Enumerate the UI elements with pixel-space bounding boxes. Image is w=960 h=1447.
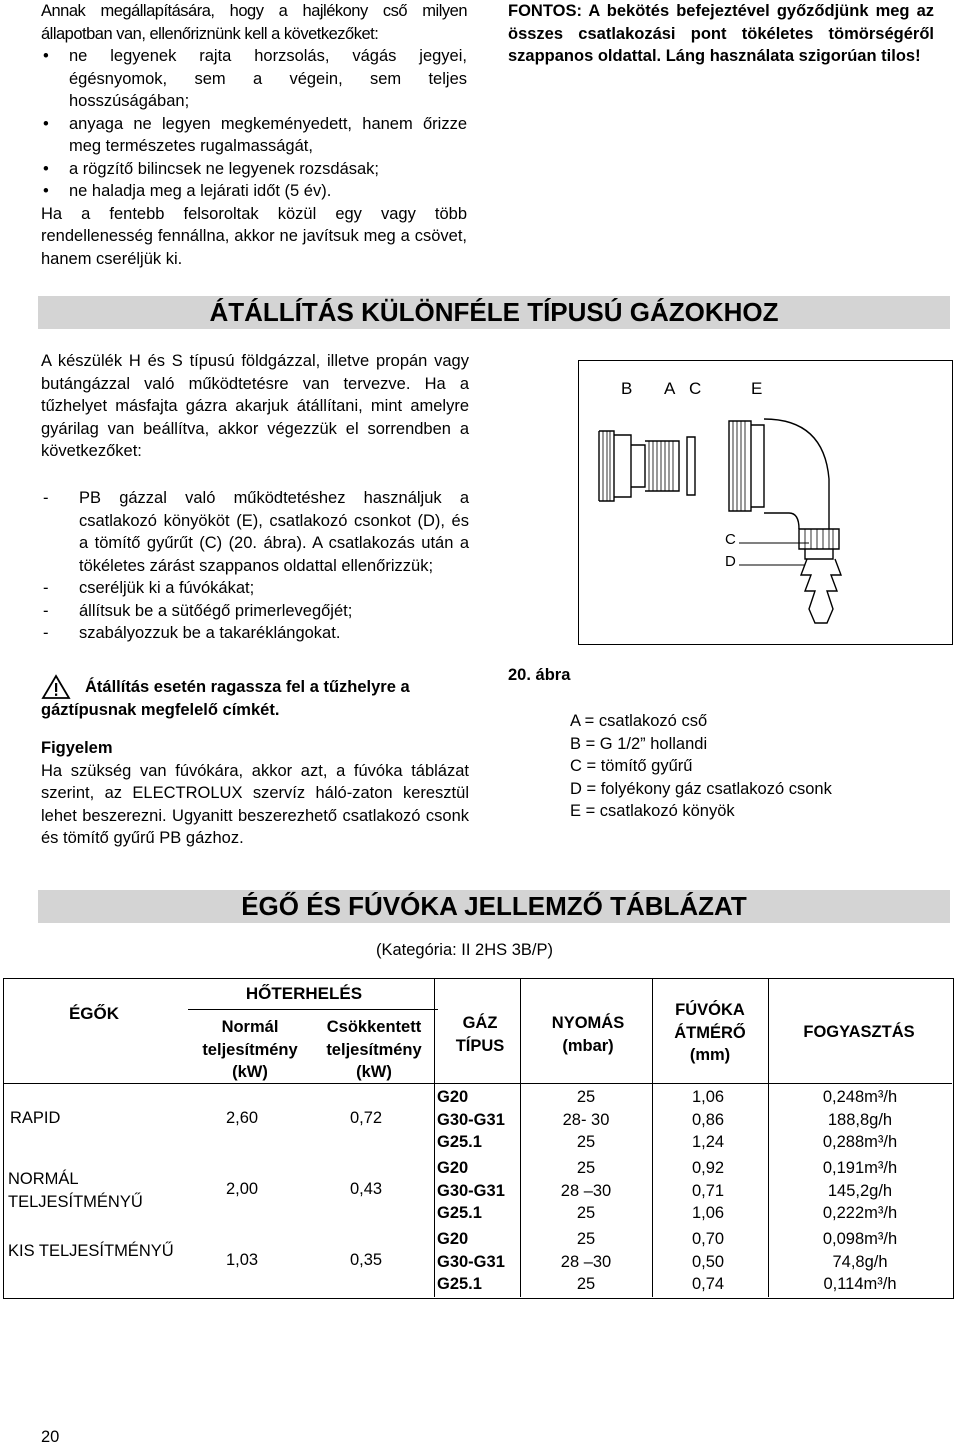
nozzles (652, 1157, 764, 1225)
page-number: 20 (41, 1428, 60, 1446)
normal-power: 2,60 (226, 1109, 259, 1127)
list-item: - állítsuk be a sütőégő primerlevegőjét; (41, 600, 469, 623)
pressures (520, 1086, 652, 1154)
pressure: 28 –30 (560, 1181, 612, 1200)
figure-label-c: C (689, 379, 702, 398)
nozzles (652, 1228, 764, 1296)
hose-check-text (41, 0, 467, 270)
gas-type: G30-G31 (437, 1181, 505, 1200)
header-gaz-tipus: GÁZ TÍPUS (455, 1014, 505, 1055)
conversion-intro: A készülék H és S típusú földgázzal, illetve propán vagy butángázzal való működtetésre van tervezve. Ha a tűzhelyet másfajta gázra akarjuk átállítani, mint amelyre gyárilag van beállítva, akkor végezzük el sorrendben a következőket: (41, 352, 469, 460)
pressure: 25 (576, 1159, 596, 1177)
normal-power: 1,03 (226, 1251, 259, 1269)
normal-power: 2,00 (226, 1180, 259, 1198)
consumption: 0,288m³/h (822, 1133, 898, 1151)
pressures (520, 1228, 652, 1296)
figure-label-a: A (664, 379, 676, 398)
reduced-power: 0,35 (350, 1251, 383, 1269)
nozzle-diameter: 1,06 (691, 1204, 725, 1222)
section-title-nozzle-table: ÉGŐ ÉS FÚVÓKA JELLEMZŐ TÁBLÁZAT (38, 890, 950, 923)
table-row (4, 1228, 952, 1298)
header-divider (4, 1083, 952, 1084)
nozzles (652, 1086, 764, 1154)
figure-label-d: D (725, 553, 736, 570)
figure-caption: 20. ábra (508, 666, 571, 684)
pressures (520, 1157, 652, 1225)
pressure: 25 (576, 1088, 596, 1106)
reduced-power: 0,72 (350, 1109, 383, 1127)
figyelem-block (41, 737, 469, 850)
header-fuvoka: FÚVÓKA ÁTMÉRŐ (mm) (674, 1001, 746, 1064)
gas-type: G25.1 (437, 1133, 482, 1151)
gas-type: G25.1 (437, 1204, 482, 1222)
warning-text: Átállítás esetén ragassza fel a tűzhelyre a gáztípusnak megfelelő címkét. (41, 678, 410, 719)
consumption: 188,8g/h (827, 1110, 893, 1129)
header-normal: Normál teljesítmény (kW) (202, 1018, 298, 1081)
list-item: • anyaga ne legyen megkeményedett, hanem őrizze meg természetes rugalmasságát, (41, 113, 467, 158)
pressure: 25 (576, 1230, 596, 1248)
nozzle-diameter: 0,71 (691, 1181, 725, 1200)
legend-item: B = G 1/2” hollandi (570, 734, 708, 753)
fontos-note: FONTOS: A bekötés befejeztével győződjünk meg az összes csatlakozási pont tökéletes tömörségéről szappanos oldattal. Láng használata szigorúan tilos! (508, 2, 934, 65)
table-row (4, 1157, 952, 1227)
pressure: 25 (576, 1204, 596, 1222)
nozzle-diameter: 1,24 (691, 1133, 725, 1151)
list-item: - PB gázzal való működtetéshez használjuk a csatlakozó könyököt (E), csatlakozó csonkot (D), és a tömítő gyűrűt (C) (20. ábra). A csatlakozás után a tökéletes zárást szappanos oldattal ellenőrizzük; (41, 487, 469, 577)
pressure: 25 (576, 1275, 596, 1293)
figure-label-c2: C (725, 531, 736, 548)
figyelem-text: Ha szükség van fúvókára, akkor azt, a fúvóka táblázat szerint, az ELECTROLUX szervíz háló-zaton keresztül lehet beszerezni. Ugyanitt beszerezhető csatlakozó csonk és tömítő gyűrű PB gázhoz. (41, 761, 469, 847)
nozzle-diameter: 0,50 (691, 1252, 725, 1271)
consumption: 0,191m³/h (822, 1159, 898, 1177)
table-row (4, 1086, 952, 1156)
list-item: • a rögzítő bilincsek ne legyenek rozsdásak; (41, 158, 467, 181)
nozzle-diameter: 1,06 (691, 1088, 725, 1106)
gas-types (437, 1086, 505, 1154)
hoterheles-divider (188, 1009, 438, 1010)
gas-type: G25.1 (437, 1275, 482, 1293)
gas-types (437, 1157, 505, 1225)
reduced-power: 0,43 (350, 1180, 383, 1198)
legend-item: E = csatlakozó könyök (570, 802, 735, 820)
gas-type: G20 (437, 1088, 469, 1106)
consumptions (768, 1228, 952, 1296)
list-item: • ne haladja meg a lejárati időt (5 év). (41, 180, 467, 203)
legend-item: A = csatlakozó cső (570, 712, 708, 730)
conversion-steps (41, 487, 469, 645)
nozzle-diameter: 0,74 (691, 1275, 725, 1293)
consumption: 145,2g/h (827, 1181, 893, 1200)
section-title-gas-conversion: ÁTÁLLÍTÁS KÜLÖNFÉLE TÍPUSÚ GÁZOKHOZ (38, 296, 950, 329)
header-csokkentett: Csökkentett teljesítmény (kW) (326, 1018, 422, 1081)
header-nyomas: NYOMÁS (mbar) (551, 1014, 625, 1055)
consumption: 0,248m³/h (822, 1088, 898, 1106)
nozzle-diameter: 0,86 (691, 1110, 725, 1129)
gas-types (437, 1228, 505, 1296)
figure-label-e: E (751, 379, 763, 398)
pressure: 28- 30 (562, 1110, 610, 1129)
category-subtitle: (Kategória: II 2HS 3B/P) (376, 941, 553, 959)
nozzle-diameter: 0,92 (691, 1159, 725, 1177)
figure-20-box (578, 360, 953, 645)
consumption: 0,222m³/h (822, 1204, 898, 1222)
list-item: - szabályozzuk be a takaréklángokat. (41, 622, 469, 645)
warning-triangle-icon (41, 674, 71, 700)
consumption: 74,8g/h (832, 1252, 888, 1271)
hose-check-after: Ha a fentebb felsoroltak közül egy vagy több rendellenesség fennállna, akkor ne javítsuk meg a csövet, hanem cseréljük ki. (41, 204, 467, 268)
header-egok: ÉGŐK (68, 1004, 120, 1023)
consumptions (768, 1157, 952, 1225)
nozzle-diameter: 0,70 (691, 1230, 725, 1248)
list-item: - cseréljük ki a fúvókákat; (41, 577, 469, 600)
burner-name: NORMÁL TELJESÍTMÉNYŰ (8, 1170, 143, 1211)
figure-label-b: B (621, 379, 633, 398)
consumptions (768, 1086, 952, 1154)
burner-name: KIS TELJESÍTMÉNYŰ (8, 1242, 174, 1260)
gas-connector-drawing (579, 361, 952, 644)
burner-table (3, 978, 954, 1299)
list-item: • ne legyenek rajta horzsolás, vágás jegyei, égésnyomok, sem a végein, sem teljes hosszúságában; (41, 45, 467, 113)
figure-legend (570, 710, 832, 823)
burner-name: RAPID (10, 1109, 61, 1127)
header-hoterheles: HŐTERHELÉS (245, 984, 363, 1003)
pressure: 25 (576, 1133, 596, 1151)
consumption: 0,114m³/h (823, 1275, 897, 1293)
warning-note (41, 676, 481, 721)
legend-item: D = folyékony gáz csatlakozó csonk (570, 779, 832, 798)
hose-check-intro: Annak megállapítására, hogy a hajlékony cső milyen állapotban van, ellenőriznünk kell a következőket: (41, 2, 467, 43)
header-fogyasztas: FOGYASZTÁS (803, 1023, 915, 1041)
pressure: 28 –30 (560, 1252, 612, 1271)
consumption: 0,098m³/h (822, 1230, 898, 1248)
legend-item: C = tömítő gyűrű (570, 757, 693, 775)
gas-type: G20 (437, 1230, 469, 1248)
gas-type: G30-G31 (437, 1252, 505, 1271)
figyelem-title: Figyelem (41, 739, 113, 757)
gas-type: G20 (437, 1159, 469, 1177)
gas-type: G30-G31 (437, 1110, 505, 1129)
